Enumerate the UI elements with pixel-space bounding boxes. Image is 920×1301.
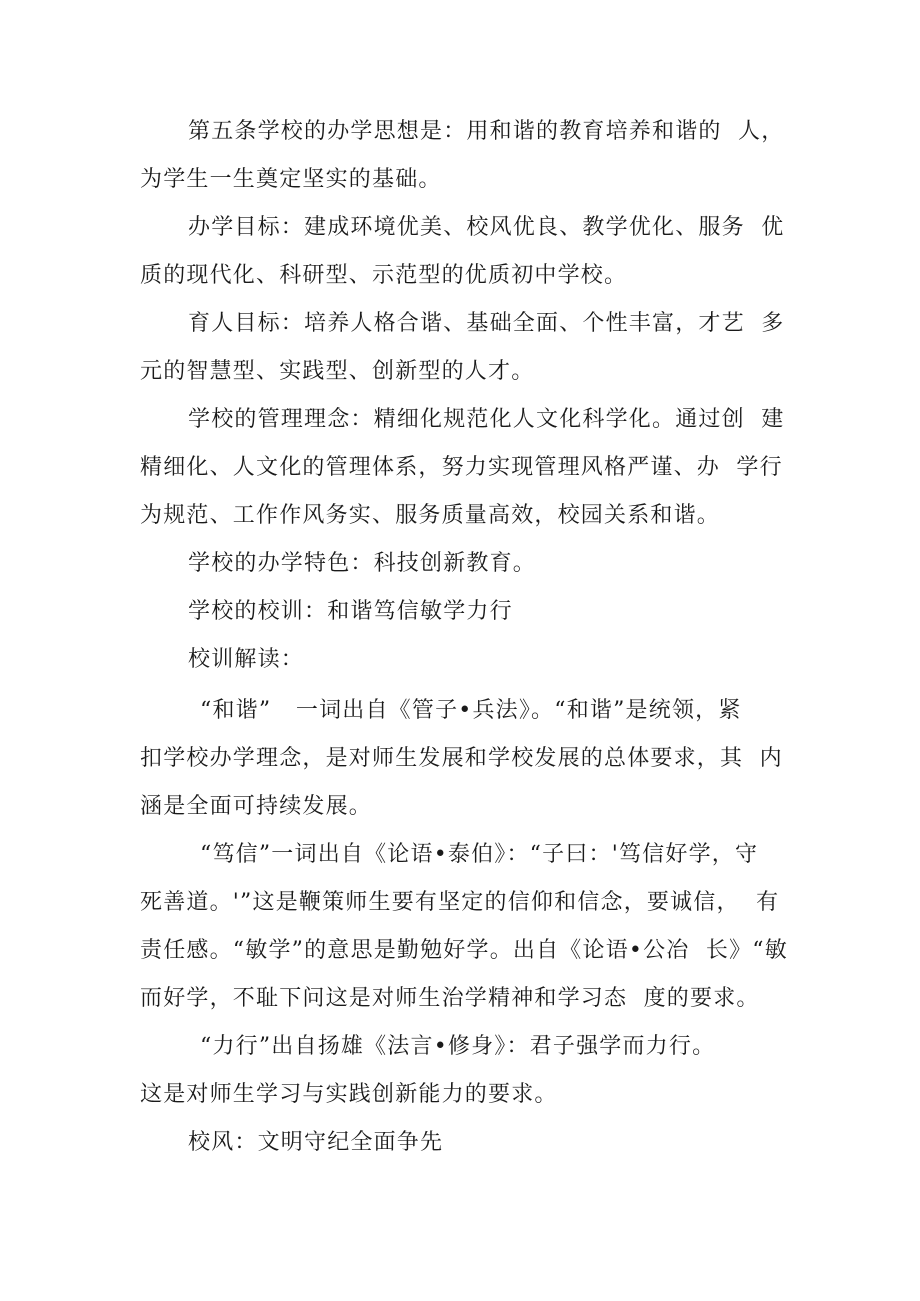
text-line-10: 学校的办学特色：科技创新教育。 <box>188 551 537 576</box>
text-line-17: 死善道。'”这是鞭策师生要有坚定的信仰和信念，要诚信， 有 <box>140 890 780 915</box>
text-line-8: 精细化、人文化的管理体系，努力实现管理风格严谨、办 学行 <box>140 455 783 480</box>
text-line-22: 校风：文明守纪全面争先 <box>188 1130 444 1155</box>
text-line-1: 第五条学校的办学思想是：用和谐的教育培养和谐的 人， <box>188 119 785 144</box>
text-line-13: “和谐” 一词出自《管子•兵法》。“和谐”是统领，紧 <box>200 698 742 723</box>
text-line-18: 责任感。“敏学”的意思是勤勉好学。出自《论语•公冶 长》“敏 <box>140 938 788 963</box>
text-line-6: 元的智慧型、实践型、创新型的人才。 <box>140 359 535 384</box>
text-line-20: “力行”出自扬雄《法言•修身》：君子强学而力行。 <box>200 1034 716 1059</box>
text-line-9: 为规范、工作作风务实、服务质量高效，校园关系和谐。 <box>140 503 721 528</box>
text-line-19: 而好学，不耻下问这是对师生治学精神和学习态 度的要求。 <box>140 986 760 1011</box>
text-line-16: “笃信”一词出自《论语•泰伯》：“子曰：'笃信好学，守 <box>200 842 759 867</box>
text-line-21: 这是对师生学习与实践创新能力的要求。 <box>140 1082 558 1107</box>
text-line-4: 质的现代化、科研型、示范型的优质初中学校。 <box>140 263 628 288</box>
text-line-3: 办学目标：建成环境优美、校风优良、教学优化、服务 优 <box>188 215 785 240</box>
text-line-14: 扣学校办学理念，是对师生发展和学校发展的总体要求，其 内 <box>140 746 783 771</box>
text-line-7: 学校的管理理念：精细化规范化人文化科学化。通过创 建 <box>188 407 785 432</box>
text-line-2: 为学生一生奠定坚实的基础。 <box>140 167 442 192</box>
text-line-15: 涵是全面可持续发展。 <box>140 794 373 819</box>
text-line-5: 育人目标：培养人格合谐、基础全面、个性丰富，才艺 多 <box>188 311 785 336</box>
text-line-11: 学校的校训：和谐笃信敏学力行 <box>188 599 513 624</box>
text-line-12: 校训解读： <box>188 647 305 672</box>
